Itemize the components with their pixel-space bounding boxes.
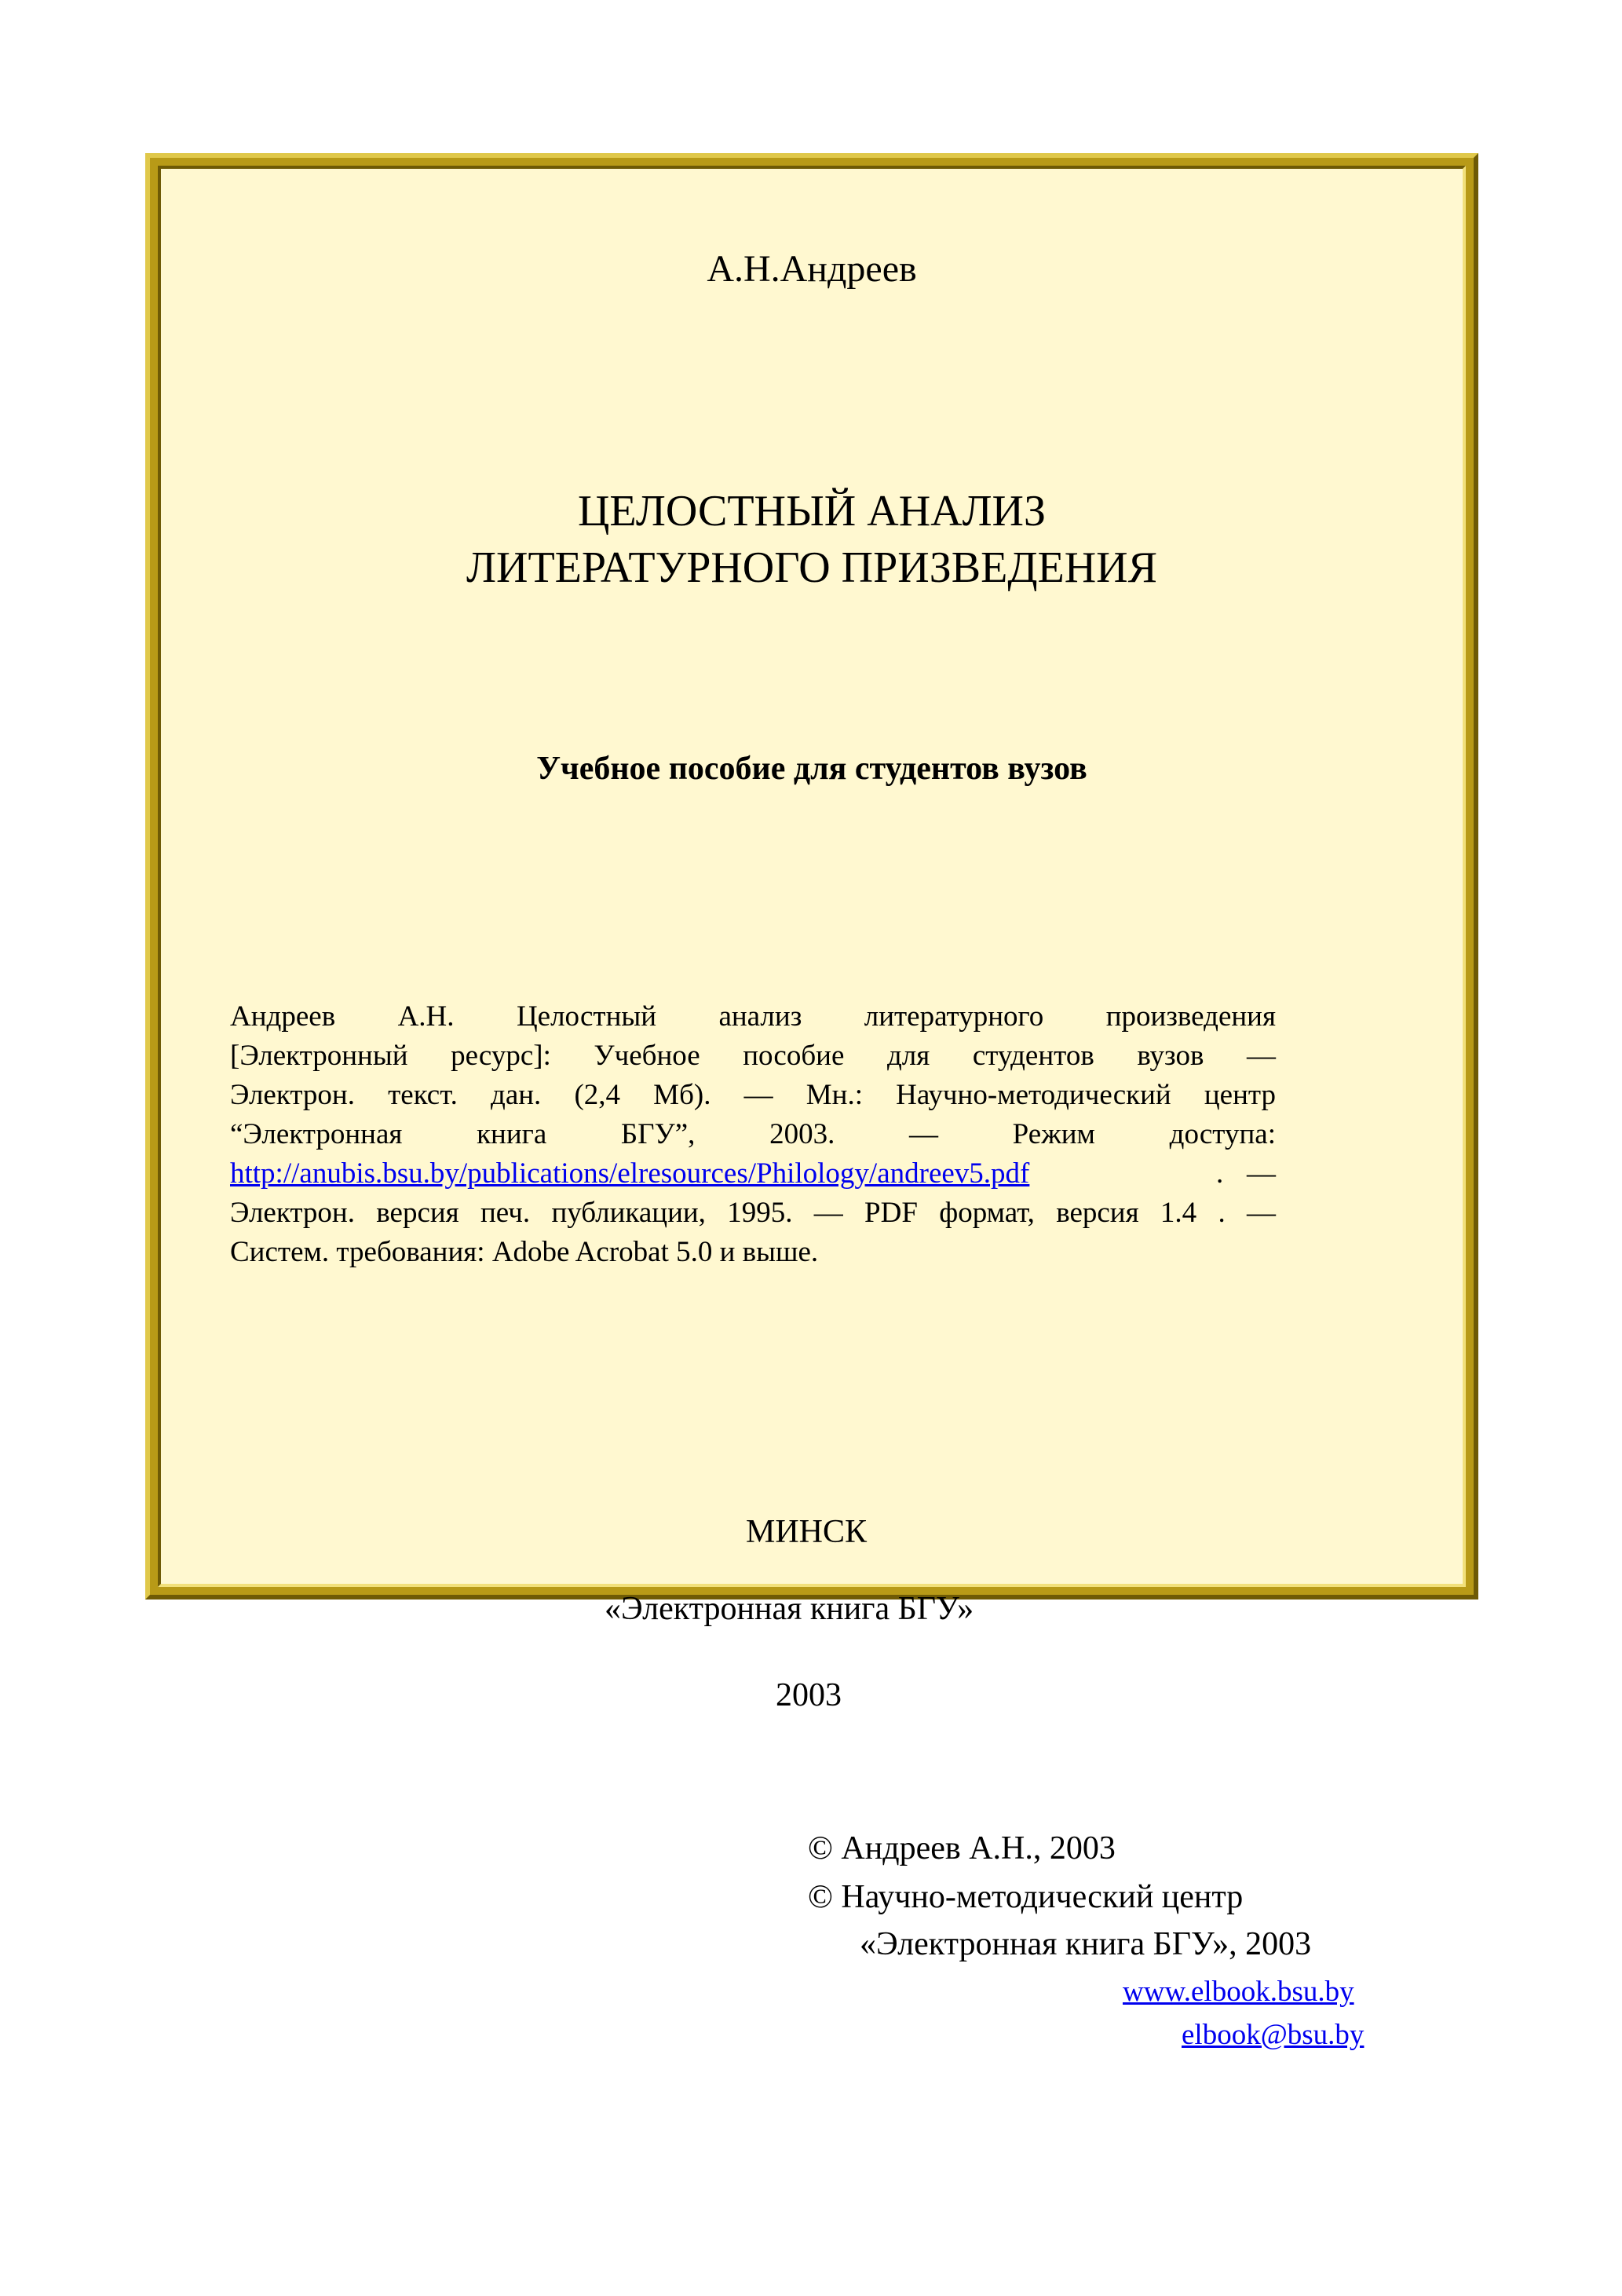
resource-url-link[interactable]: http://anubis.bsu.by/publications/elresources/Philology/andreev5.pdf bbox=[230, 1157, 1030, 1190]
description-line-5 bbox=[230, 1154, 1276, 1194]
publication-year: 2003 bbox=[776, 1677, 842, 1713]
book-subtitle: Учебное пособие для студентов вузов bbox=[536, 751, 1087, 787]
description-line-3: Электрон. текст. дан. (2,4 Мб). — Мн.: Научно-методический центр bbox=[230, 1079, 1276, 1111]
description-line-2: [Электронный ресурс]: Учебное пособие для студентов вузов — bbox=[230, 1040, 1276, 1072]
email-link[interactable]: elbook@bsu.by bbox=[1182, 2019, 1364, 2051]
publisher-name: «Электронная книга БГУ» bbox=[605, 1591, 974, 1627]
publication-city: МИНСК bbox=[746, 1514, 868, 1550]
description-line-4: “Электронная книга БГУ”, 2003. — Режим доступа: bbox=[230, 1118, 1276, 1150]
book-title-line-1: ЦЕЛОСТНЫЙ АНАЛИЗ bbox=[577, 487, 1047, 536]
author-name: А.Н.Андреев bbox=[707, 248, 917, 290]
description-line-6: Электрон. версия печ. публикации, 1995. — PDF формат, версия 1.4 . — bbox=[230, 1197, 1276, 1229]
description-line-5-tail: . — bbox=[1216, 1157, 1277, 1190]
title-page-content bbox=[161, 169, 1463, 2051]
copyright-publisher: «Электронная книга БГУ», 2003 bbox=[860, 1926, 1312, 1962]
website-link[interactable]: www.elbook.bsu.by bbox=[1123, 1976, 1354, 2008]
book-title bbox=[161, 483, 1463, 596]
copyright-author: © Андреев А.Н., 2003 bbox=[808, 1830, 1116, 1866]
book-title-line-2: ЛИТЕРАТУРНОГО ПРИЗВЕДЕНИЯ bbox=[466, 543, 1157, 592]
description-line-7: Систем. требования: Adobe Acrobat 5.0 и выше. bbox=[230, 1236, 819, 1268]
copyright-center: © Научно-методический центр bbox=[808, 1879, 1244, 1915]
description-line-1: Андреев А.Н. Целостный анализ литературного произведения bbox=[230, 1000, 1276, 1033]
bibliographic-description bbox=[230, 997, 1276, 1272]
